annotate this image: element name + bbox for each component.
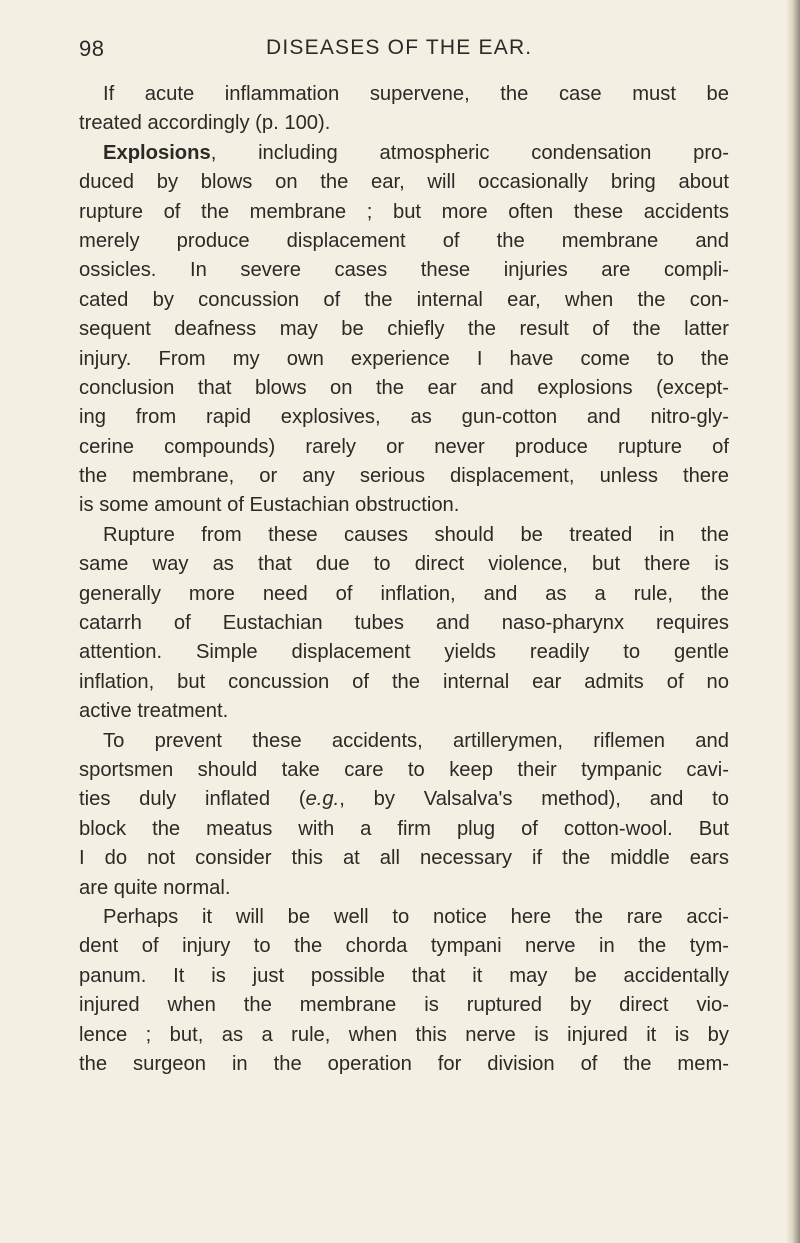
page-header: [79, 36, 726, 64]
text-line: panum. It is just possible that it may be accidentally: [79, 964, 729, 987]
text-line: To prevent these accidents, artillerymen, riflemen and: [103, 729, 729, 752]
body-text: [79, 80, 729, 1079]
text-line: the membrane, or any serious displacement, unless there: [79, 465, 729, 488]
section-term-explosions: Explosions: [103, 141, 211, 164]
running-title: DISEASES OF THE EAR.: [266, 36, 533, 59]
text-line: sportsmen should take care to keep their tympanic cavi-: [79, 758, 729, 781]
text-line: active treatment.: [79, 700, 229, 723]
italic-abbreviation: e.g.: [305, 788, 340, 811]
text-line: rupture of the membrane ; but more often these accidents: [79, 200, 729, 223]
text-line: inflation, but concussion of the internal ear admits of no: [79, 670, 729, 693]
text-line: catarrh of Eustachian tubes and naso-pharynx requires: [79, 612, 729, 635]
text-line: block the meatus with a firm plug of cotton-wool. But: [79, 817, 729, 840]
text-line: attention. Simple displacement yields readily to gentle: [79, 641, 729, 664]
text-line: dent of injury to the chorda tympani nerve in the tym-: [79, 935, 729, 958]
page-number: 98: [79, 36, 105, 61]
text-line: If acute inflammation supervene, the case must be: [103, 83, 729, 105]
text-line: [79, 139, 729, 168]
text-line: conclusion that blows on the ear and explosions (except-: [79, 376, 729, 399]
text-line: same way as that due to direct violence, but there is: [79, 553, 729, 576]
text-line: treated accordingly (p. 100).: [79, 112, 331, 135]
text-line: cated by concussion of the internal ear, when the con-: [79, 288, 729, 311]
text-line: duced by blows on the ear, will occasionally bring about: [79, 171, 729, 194]
text-line: cerine compounds) rarely or never produce rupture of: [79, 435, 729, 458]
text-line: generally more need of inflation, and as a rule, the: [79, 582, 729, 605]
text-line: injury. From my own experience I have come to the: [79, 347, 729, 370]
text-fragment: ties duly inflated (: [79, 788, 306, 811]
text-line: merely produce displacement of the membrane and: [79, 229, 729, 252]
page-edge-shadow: [786, 0, 800, 1243]
text-fragment: , including atmospheric condensation pro-: [210, 141, 729, 164]
text-line: Perhaps it will be well to notice here the rare acci-: [103, 905, 729, 928]
text-line: ossicles. In severe cases these injuries are compli-: [79, 259, 729, 282]
text-line: Rupture from these causes should be treated in the: [103, 523, 729, 546]
text-line: is some amount of Eustachian obstruction.: [79, 494, 460, 517]
text-line: the surgeon in the operation for division of the mem-: [79, 1052, 729, 1075]
text-line: are quite normal.: [79, 876, 231, 899]
text-line: sequent deafness may be chiefly the result of the latter: [79, 318, 729, 341]
text-line: injured when the membrane is ruptured by direct vio-: [79, 994, 729, 1017]
text-line: lence ; but, as a rule, when this nerve is injured it is by: [79, 1023, 729, 1046]
text-fragment: , by Valsalva's method), and to: [339, 788, 729, 811]
text-line: I do not consider this at all necessary if the middle ears: [79, 847, 729, 870]
text-line: [79, 785, 729, 814]
text-line: ing from rapid explosives, as gun-cotton and nitro-gly-: [79, 406, 729, 429]
